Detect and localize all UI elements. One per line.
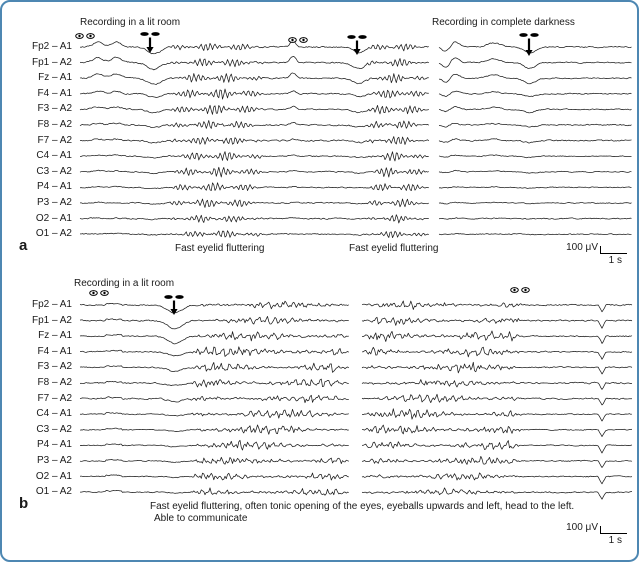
eeg-trace: [80, 395, 349, 402]
channel-label: O2 – A1: [35, 212, 72, 224]
down-arrow-icon: [525, 39, 532, 57]
panel-a-header-lit-room: Recording in a lit room: [80, 17, 181, 28]
channel-label: F4 – A1: [37, 345, 72, 357]
channel-label: F8 – A2: [37, 119, 72, 130]
eeg-trace: [80, 440, 349, 450]
eeg-trace: [80, 425, 349, 434]
eeg-trace: [362, 394, 632, 405]
eyes-open-icon: [511, 288, 530, 293]
eyes-closed-icon: [140, 32, 159, 36]
eeg-trace: [80, 347, 349, 357]
channel-label: Fp1 – A2: [31, 56, 72, 68]
eeg-trace: [80, 199, 429, 207]
eeg-trace: [362, 331, 632, 344]
panel-b-letter: b: [19, 495, 29, 512]
eeg-trace: [439, 107, 632, 113]
eeg-trace: [439, 42, 632, 53]
down-arrow-icon: [146, 38, 153, 54]
eeg-trace: [362, 301, 632, 312]
channel-label: P3 – A2: [36, 197, 72, 208]
eeg-trace: [80, 301, 349, 313]
eeg-trace: [80, 183, 429, 191]
panel-a-scale-bar: [545, 242, 629, 268]
panel-a-letter: a: [19, 237, 28, 254]
channel-label: F4 – A1: [37, 87, 72, 99]
channel-label: Fz – A1: [38, 72, 72, 84]
eeg-trace: [80, 231, 429, 238]
eeg-trace: [80, 379, 349, 387]
eeg-trace: [80, 56, 429, 69]
channel-label: F3 – A2: [37, 103, 72, 115]
eeg-trace: [80, 89, 429, 99]
channel-label: Fz – A1: [38, 330, 72, 342]
eeg-trace: [439, 123, 632, 127]
panel-b-scale-time: 1 s: [608, 535, 622, 546]
eeg-trace: [80, 362, 349, 372]
eeg-trace: [80, 332, 349, 344]
eeg-trace: [362, 362, 632, 374]
panel-a-scale-time: 1 s: [608, 255, 622, 266]
panel-b-scale-amplitude: 100 μV: [566, 522, 598, 533]
eeg-trace: [80, 409, 349, 418]
eeg-trace: [80, 488, 349, 495]
channel-label: O1 – A2: [35, 228, 72, 240]
eeg-trace: [439, 187, 632, 189]
channel-label: C4 – A1: [36, 150, 72, 162]
panel-b-caption-line-1: Fast eyelid fluttering, often tonic opening of the eyes, eyeballs upwards and left, head to the left.: [150, 501, 575, 512]
eeg-trace: [80, 167, 429, 177]
eeg-trace: [439, 58, 632, 69]
eeg-trace: [439, 139, 632, 143]
channel-label: F3 – A2: [37, 361, 72, 373]
channel-label: Fp2 – A1: [31, 299, 72, 310]
channel-label: P4 – A1: [36, 181, 72, 193]
channel-label: C4 – A1: [36, 408, 72, 420]
eyes-closed-icon: [164, 295, 183, 299]
eeg-trace: [439, 218, 632, 220]
channel-label: F7 – A2: [37, 134, 72, 146]
channel-label: Fp1 – A2: [31, 314, 72, 326]
eeg-trace: [439, 91, 632, 96]
channel-label: F8 – A2: [37, 377, 72, 388]
channel-label: P3 – A2: [36, 455, 72, 466]
eeg-trace: [80, 120, 429, 128]
eeg-traces-panel-b: [80, 301, 632, 499]
eyes-open-icon: [289, 38, 308, 43]
eyes-closed-icon: [347, 35, 366, 39]
panel-b-header-lit-room: Recording in a lit room: [74, 278, 175, 289]
eeg-trace: [362, 425, 632, 437]
calibration-bar-icon: [600, 526, 627, 534]
panel-a-annotation-fluttering-1: Fast eyelid fluttering: [175, 243, 265, 254]
eyes-closed-icon: [519, 33, 538, 37]
channel-label: F7 – A2: [37, 392, 72, 404]
eyes-open-icon: [76, 34, 95, 39]
eeg-trace: [362, 441, 632, 453]
eeg-trace: [362, 409, 632, 421]
eeg-trace: [80, 316, 349, 328]
panel-a-annotation-fluttering-2: Fast eyelid fluttering: [349, 243, 439, 254]
eeg-trace: [439, 155, 632, 158]
eyes-open-icon: [90, 291, 109, 296]
eeg-trace: [439, 170, 632, 173]
eeg-trace: [80, 137, 429, 145]
eeg-trace: [80, 105, 429, 114]
panel-b-scale-bar: [545, 522, 629, 548]
eeg-trace: [439, 74, 632, 83]
eeg-trace: [80, 215, 429, 223]
panel-a-header-darkness: Recording in complete darkness: [432, 17, 575, 28]
eeg-trace: [80, 473, 349, 480]
eeg-trace: [80, 41, 429, 54]
panel-b-caption-line-2: Able to communicate: [154, 513, 248, 524]
eeg-trace: [362, 317, 632, 328]
channel-label: C3 – A2: [36, 165, 72, 177]
eeg-trace: [80, 457, 349, 464]
channel-label: P4 – A1: [36, 439, 72, 451]
calibration-bar-icon: [600, 246, 627, 254]
eeg-trace: [362, 456, 632, 467]
eeg-trace: [362, 347, 632, 359]
eeg-trace: [362, 473, 632, 484]
panel-a-scale-amplitude: 100 μV: [566, 242, 598, 253]
eeg-traces-panel-a: [80, 41, 632, 238]
channel-label: C3 – A2: [36, 423, 72, 435]
eeg-trace: [80, 152, 429, 161]
eeg-trace: [362, 488, 632, 499]
eeg-trace: [80, 73, 429, 85]
eeg-trace: [362, 380, 632, 390]
channel-label: O2 – A1: [35, 470, 72, 482]
channel-label: O1 – A2: [35, 486, 72, 498]
channel-label: Fp2 – A1: [31, 41, 72, 52]
eeg-trace: [439, 202, 632, 204]
eeg-trace: [439, 233, 632, 235]
